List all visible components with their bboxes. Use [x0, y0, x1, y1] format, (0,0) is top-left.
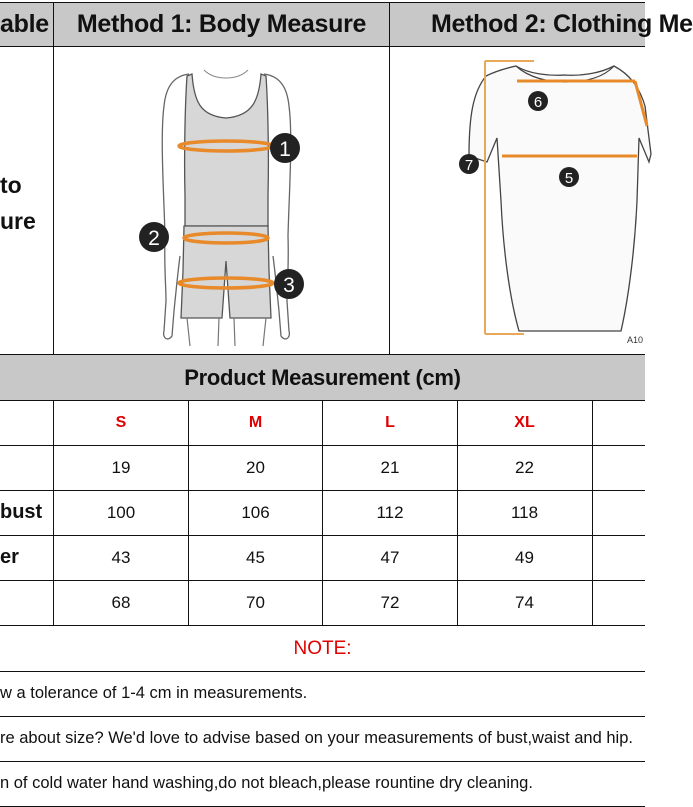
cell-value: 106: [241, 502, 270, 522]
size-xl-label: XL: [514, 413, 535, 431]
table-cell: [54, 535, 188, 580]
size-m-header: [188, 400, 323, 445]
header-method-1-label: Method 1: Body Measure: [76, 10, 367, 38]
body-measure-illustration: [54, 46, 389, 354]
left-text-line-1-label: to: [0, 171, 22, 198]
cell-value: 100: [106, 502, 136, 522]
table-cell: [457, 445, 592, 490]
table-cell: [54, 490, 188, 535]
table-cell: [188, 445, 323, 490]
row-3-label: [0, 535, 54, 580]
table-cell: [323, 490, 457, 535]
table-cell: [323, 535, 457, 580]
note-item-1: [0, 671, 645, 716]
tshirt-outline: [469, 66, 651, 331]
marker-2-label: 2: [148, 227, 160, 250]
cell-value: 43: [111, 547, 131, 567]
grid-line: [322, 400, 323, 626]
table-cell: [457, 490, 592, 535]
cell-value: 21: [380, 457, 400, 477]
cell-value: 47: [380, 547, 400, 567]
cell-value: 45: [246, 547, 265, 567]
table-cell: [54, 580, 188, 625]
table-cell: [457, 580, 592, 625]
size-s-label: S: [115, 413, 127, 431]
grid-line: [0, 716, 645, 717]
grid-line: [0, 2, 645, 3]
row-2-label: [0, 490, 54, 535]
row-2-label-text: bust: [0, 501, 43, 523]
size-l-header: [323, 400, 457, 445]
left-text-line-2: [0, 204, 54, 238]
row-1-label: [0, 445, 54, 490]
note-item-1-text: w a tolerance of 1-4 cm in measurements.: [0, 684, 308, 702]
table-cell: [54, 445, 188, 490]
marker-6-label: 6: [533, 94, 543, 111]
header-method-1: [54, 3, 389, 46]
cell-value: 72: [380, 592, 400, 612]
header-method-2: [389, 3, 693, 46]
table-cell: [188, 490, 323, 535]
cell-value: 22: [515, 457, 534, 477]
row-4-label: [0, 580, 54, 625]
cell-value: 112: [376, 502, 404, 522]
grid-line: [0, 761, 645, 762]
clothing-measure-illustration: [389, 46, 645, 354]
size-xl-header: [457, 400, 592, 445]
table-cell: [188, 580, 323, 625]
grid-line: [188, 400, 189, 626]
table-cell: [323, 580, 457, 625]
note-title: [0, 626, 645, 671]
row-3-label-text: er: [0, 546, 19, 568]
size-m-label: M: [248, 413, 263, 431]
grid-line: [0, 671, 645, 672]
table-cell: [323, 445, 457, 490]
cell-value: 19: [111, 457, 131, 477]
header-size-table: [0, 3, 54, 46]
note-title-label: NOTE:: [293, 637, 352, 659]
grid-line: [457, 400, 458, 626]
table-cell: [457, 535, 592, 580]
cell-value: 20: [246, 457, 265, 477]
size-l-label: L: [385, 413, 395, 431]
clothing-code: A10: [627, 335, 644, 345]
product-measurement-title-label: Product Measurement (cm): [184, 364, 461, 390]
grid-line: [0, 46, 645, 47]
left-text-line-1: [0, 168, 54, 202]
note-item-3-text: n of cold water hand washing,do not bleach,please rountine dry cleaning.: [0, 774, 533, 792]
grid-line: [53, 3, 54, 355]
cell-value: 49: [515, 547, 534, 567]
size-s-header: [54, 400, 188, 445]
cell-value: 70: [246, 592, 265, 612]
marker-3-label: 3: [283, 274, 295, 297]
note-item-2: [0, 716, 645, 761]
grid-line: [389, 3, 390, 355]
header-method-2-label: Method 2: Clothing Me: [431, 10, 693, 38]
note-item-3: [0, 761, 645, 806]
product-measurement-title: [0, 355, 645, 400]
table-cell: [188, 535, 323, 580]
header-size-table-label: able: [0, 10, 49, 38]
cell-value: 118: [510, 502, 539, 522]
marker-7-label: 7: [464, 157, 474, 174]
cell-value: 68: [111, 592, 131, 612]
note-item-2-text: re about size? We'd love to advise based on your measurements of bust,waist and hip.: [0, 729, 633, 747]
grid-line: [53, 400, 54, 626]
grid-line: [0, 354, 645, 355]
cell-value: 74: [515, 592, 534, 612]
marker-5-label: 5: [564, 170, 574, 187]
marker-1-label: 1: [279, 138, 291, 161]
grid-line: [592, 400, 593, 626]
left-text-line-2-label: ure: [0, 207, 36, 234]
